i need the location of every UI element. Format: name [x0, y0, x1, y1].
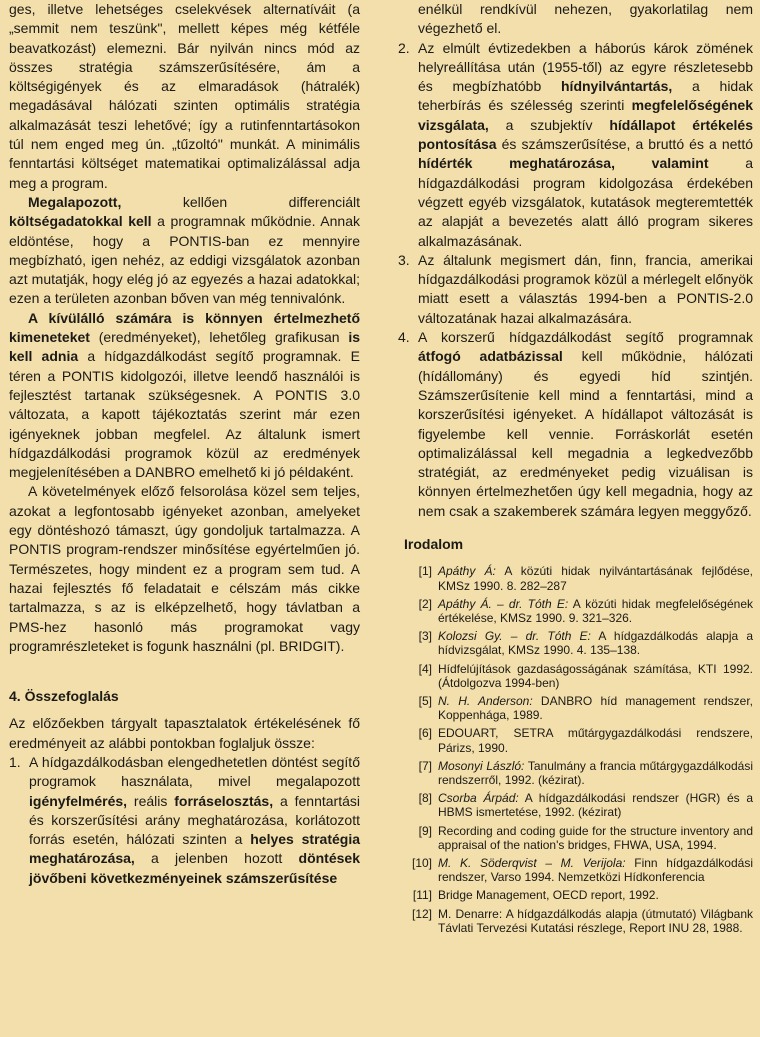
summary-list	[9, 753, 360, 888]
reference-text: A közúti hidak nyilvántartásának fejlődése, KMSz 1990. 8. 282–287	[438, 564, 754, 593]
body-text: a programnak működnie. Annak eldöntése, hogy a PONTIS-ban ez mennyire megbízható, igen nehéz, az eddigi vizsgálatok azonban azt mutatják, hogy elég jó az egyezés a hazai adatokkal; ezen a területen azonban bőven van még tennivalónk.	[9, 213, 360, 307]
reference-item	[398, 824, 753, 852]
reference-number: [12]	[411, 906, 432, 921]
right-column	[398, 0, 753, 939]
reference-item	[398, 564, 753, 592]
reference-text: Recording and coding guide for the structure inventory and appraisal of the nation's bridges, FHWA, USA, 1994.	[438, 823, 753, 852]
reference-text: Hídfelújítások gazdaságosságának számítása, KTI 1992. (Átdolgozva 1994-ben)	[438, 661, 753, 690]
reference-author: N. H. Anderson:	[438, 693, 533, 708]
reference-author: Apáthy Á. – dr. Tóth E:	[438, 596, 569, 611]
reference-number: [1]	[418, 564, 432, 579]
reference-number: [6]	[418, 726, 432, 741]
emphasis-text: A kívülálló számára is könnyen értelmezhető kimeneteket	[9, 309, 360, 346]
section-heading: 4. Összefoglalás	[9, 688, 119, 705]
reference-item	[398, 597, 753, 625]
reference-item	[398, 856, 753, 884]
reference-text: EDOUART, SETRA műtárgygazdálkodási rendszere, Párizs, 1990.	[438, 726, 753, 755]
emphasis-text: hídállapot értékelés pontosítása	[418, 116, 753, 153]
emphasis-text: hídnyilvántartás,	[561, 78, 673, 95]
reference-item	[398, 888, 753, 902]
reference-text: A közúti hidak megfelelőségének értékelése, KMSz 1990. 9. 321–326.	[438, 596, 753, 625]
paragraph-requirements-summary: A követelmények előző felsorolása közel sem teljes, azokat a legfontosabb igényeket azonban, amelyeket egy döntéshozó támaszt, úgy gondoljuk tartalmazza. A PONTIS program-rendszer minősítése egyértelműen jó. Természetes, hogy mindent ez a program sem tud. A hazai fejlesztés fő feladatait e célszám más cikke tartalmazza, s az is elképzelhető, hogy távlatban a PMS-hez hasonló más programokat vagy programrészleteket is fogunk használni (pl. BRIDGIT).	[9, 483, 360, 654]
list-number: 2.	[398, 39, 410, 56]
emphasis-text: költségadatokkal kell	[9, 213, 152, 230]
reference-item	[398, 759, 753, 787]
list-number: 3.	[398, 251, 410, 268]
body-text: a szubjektív	[488, 116, 610, 133]
reference-author: Csorba Árpád:	[438, 791, 519, 806]
paragraph-requirements-strategy: ges, illetve lehetséges cselekvések alternatíváit (a „semmit nem teszünk", mellett képes még kétféle beavatkozást) elemezni. Bár nyilván nincs mód az összes stratégia számszerűsítésére, ám a költségigények és az elmaradások (hátralék) megadásával hálózati szinten optimális stratégia alkalmazását teszi lehetővé; így a rutinfenntartásokon túl nem enged meg ún. „tűzoltó" munkát. A minimális fenntartási költséget matematikai optimalizálással adja meg a program.	[9, 1, 360, 191]
body-text: kellően differenciált	[121, 193, 360, 210]
reference-item	[398, 662, 753, 690]
reference-number: [9]	[418, 823, 432, 838]
body-text: és számszerűsítése, a bruttó és a nettó	[496, 136, 753, 153]
list-item	[9, 753, 360, 888]
reference-item	[398, 791, 753, 819]
body-text: a hidak teherbírás és szélesség szerinti	[418, 78, 753, 114]
emphasis-text: is kell adnia	[9, 329, 360, 365]
reference-text: A hídgazdálkodás alapja a hídvizsgálat, KMSz 1990. 4. 135–138.	[438, 629, 754, 658]
body-text: a hídgazdálkodást segítő programnak. E téren a PONTIS kidolgozói, illetve leendő használói is fejlesztést tartanak szükségesnek. A PONTIS 3.0 változata, a kapott tájékoztatás szerint már ezen igényeknek jobban megfelel. Az általunk ismert hídgazdálkodási programok közül az eredmények megjelenítésében a DANBRO emelhető ki jó példaként.	[9, 348, 360, 481]
emphasis-text: Megalapozott,	[28, 193, 122, 210]
reference-number: [11]	[412, 888, 432, 903]
reference-text: Finn hídgazdálkodási rendszer, Varso 1994. Nemzetközi Hídkonferencia	[438, 855, 753, 885]
emphasis-text: helyes stratégia meghatározása,	[29, 831, 361, 867]
reference-text: M. Denarre: A hídgazdálkodás alapja (útmutató) Világbank Távlati Tervezési Kutatási részlege, Report INU 28, 1988.	[438, 906, 753, 935]
reference-number: [5]	[418, 693, 432, 708]
reference-item	[398, 907, 753, 935]
list-item-continuation: enélkül rendkívül nehezen, gyakorlatilag nem végezhető el.	[418, 1, 753, 37]
reference-author: M. K. Söderqvist – M. Verijola:	[438, 855, 626, 870]
reference-author: Mosonyi László:	[438, 758, 525, 773]
emphasis-text: átfogó adatbázissal	[418, 348, 563, 365]
emphasis-text: hídérték meghatározása, valamint	[418, 155, 709, 172]
reference-text: Tanulmány a francia műtárgygazdálkodási rendszerről, 1992. (kézirat).	[438, 758, 753, 787]
reference-number: [4]	[418, 661, 432, 676]
references-heading: Irodalom	[404, 536, 464, 553]
list-item	[398, 328, 753, 521]
reference-author: Apáthy Á:	[438, 564, 496, 579]
body-text: Az elmúlt évtizedekben a háborús károk zömének helyreállítása után (1955-től) az egyre részletesebb és megbízhatóbb	[418, 39, 753, 95]
reference-number: [8]	[418, 791, 432, 806]
emphasis-text: döntések jövőbeni következményeinek számszerűsítése	[29, 850, 360, 886]
reference-author: Kolozsi Gy. – dr. Tóth E:	[438, 629, 591, 644]
list-item	[398, 39, 753, 251]
emphasis-text: megfelelőségének vizsgálata,	[418, 97, 753, 133]
reference-text: Bridge Management, OECD report, 1992.	[438, 888, 659, 903]
reference-item	[398, 694, 753, 722]
reference-number: [10]	[411, 855, 432, 870]
body-text: reális	[127, 792, 175, 809]
body-text: kell működnie, hálózati (hídállomány) és egyedi híd szintjén. Számszerűsítenie kell mind a fenntartási, mind a korszerűsítési igényeket. A hídállapot változását is figyelembe kell vennie. Forráskorlát esetén optimalizálással kell megadnia a legkedvezőbb stratégiát, az eredményeket pedig vizuálisan is könnyen értelmezhetően úgy kell megadnia, hogy az nem csak a szakemberek számára legyen meggyőző.	[418, 348, 753, 519]
reference-number: [2]	[418, 596, 432, 611]
references-list	[398, 564, 753, 935]
list-number: 1.	[9, 753, 21, 770]
reference-number: [7]	[418, 758, 432, 773]
body-text: Az általunk megismert dán, finn, francia, amerikai hídgazdálkodási programok közül a mérlegelt előnyök miatt esett a választás 1994-ben a PONTIS-2.0 változatának hazai alkalmazására.	[418, 251, 753, 326]
body-text: (eredményeket), lehetőleg grafikusan	[89, 329, 349, 346]
body-text: A hídgazdálkodásban elengedhetetlen döntést segítő programok használata, mivel megalapozott	[29, 753, 360, 790]
list-item	[398, 251, 753, 328]
emphasis-text: forráselosztás,	[174, 792, 274, 809]
paragraph-summary-intro: Az előzőekben tárgyalt tapasztalatok értékelésének fő eredményeit az alábbi pontokban foglaljuk össze:	[9, 715, 360, 751]
emphasis-text: igényfelmérés,	[29, 792, 128, 809]
reference-text: DANBRO híd management rendszer, Koppenhága, 1989.	[438, 693, 753, 723]
summary-list-continued	[398, 39, 753, 521]
body-text: a hídgazdálkodási program kidolgozása érdekében végzett egyéb vizsgálatok, kutatások megteremtették az alapját a bevezetés alatt álló program sikeres alkalmazásának.	[418, 155, 753, 249]
reference-item	[398, 629, 753, 657]
body-text: A korszerű hídgazdálkodást segítő programnak	[418, 329, 753, 346]
list-number: 4.	[398, 329, 410, 346]
reference-item	[398, 726, 753, 754]
reference-number: [3]	[418, 629, 432, 644]
left-column	[9, 0, 360, 888]
body-text: a fenntartási és korszerűsítési arány meghatározása, korlátozott forrás esetén, hálózati szinten a	[29, 792, 360, 848]
body-text: a jelenben hozott	[134, 850, 299, 867]
reference-text: A hídgazdálkodási rendszer (HGR) és a HBMS ismertetése, 1992. (kézirat)	[438, 791, 753, 820]
paragraph-cost-data	[9, 193, 360, 309]
paragraph-outputs	[9, 309, 360, 483]
